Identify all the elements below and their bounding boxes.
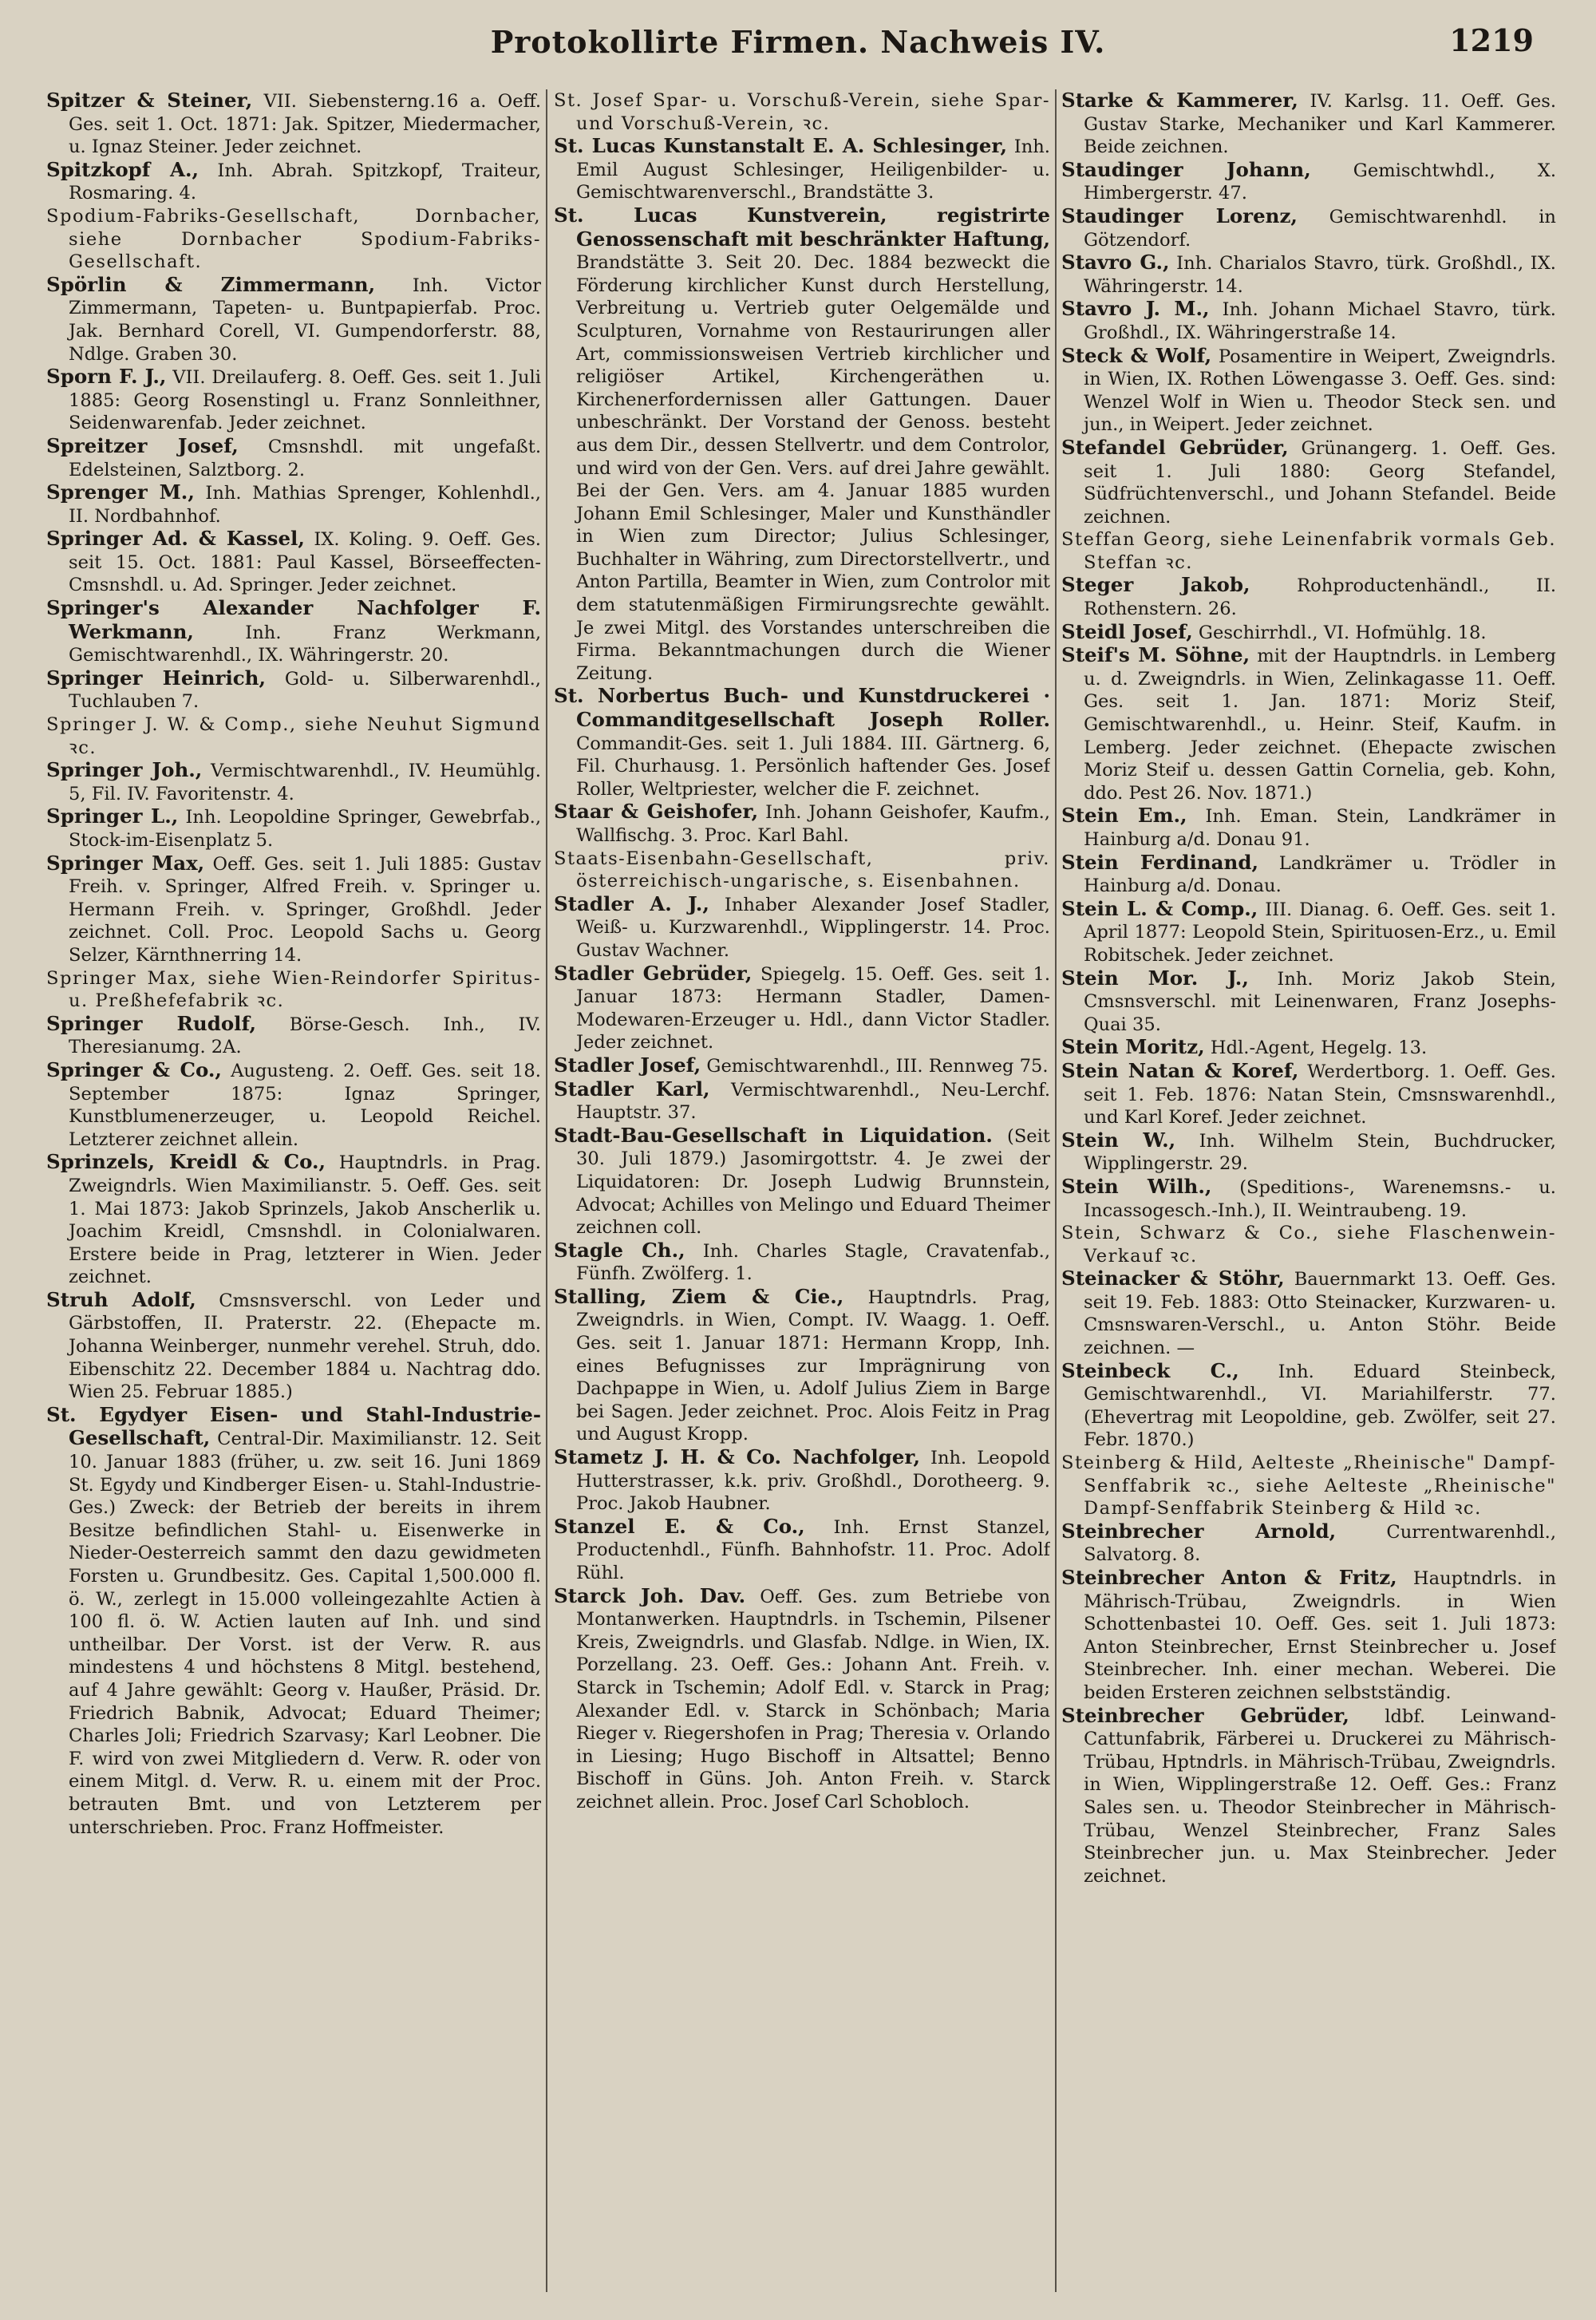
directory-entry xyxy=(46,805,541,852)
directory-entry xyxy=(1061,1129,1556,1176)
directory-entry xyxy=(46,366,541,435)
entry-details: Augusteng. 2. Oeff. Ges. seit 18. September 1875: Ignaz Springer, Kunstblumenerzeuger, u. Leopold Reichel. Letzterer zeichnet allein. xyxy=(69,1060,541,1150)
cross-reference: Springer J. W. & Comp., siehe Neuhut Sigmund ꝛc. xyxy=(46,714,541,758)
firm-name: Springer Ad. & Kassel, xyxy=(46,527,305,551)
directory-entry xyxy=(554,1054,1050,1078)
firm-name: Stein W., xyxy=(1061,1128,1176,1152)
entry-details: Grünangerg. 1. Oeff. Ges. seit 1. Juli 1880: Georg Stefandel, Südfrüchtenverschl., und Johann Stefandel. Beide zeichnen. xyxy=(1084,437,1556,528)
entry-details: Brandstätte 3. Seit 20. Dec. 1884 bezweckt die Förderung kirchlicher Kunst durch Herstellung, Verbreitung u. Vertrieb guter Oelgemälde und Sculpturen, Vornahme von Restaurirungen aller Art, commissionsweisen Vertrieb kirchlicher und religiöser Artikel, Kirchengeräthen u. Kirchenerfordernissen aller Gattungen. Dauer unbeschränkt. Der Vorstand der Genoss. besteht aus dem Dir., dessen Stellvertr. und dem Controlor, und wird von der Gen. Vers. auf drei Jahre gewählt. Bei der Gen. Vers. am 4. Januar 1885 wurden Johann Emil Schlesinger, Maler und Kunsthändler in Wien zum Director; Julius Schlesinger, Buchhalter in Währing, zum Directorstellvertr., und Anton Partilla, Beamter in Wien, zum Controlor mit dem statutenmäßigen Firmirungsrechte gewählt. Je zwei Mitgl. des Vorstandes unterschreiben die Firma. Bekanntmachungen durch die Wiener Zeitung. xyxy=(576,252,1050,684)
firm-name: Steinbeck C., xyxy=(1061,1358,1239,1382)
entry-details: Inh. Leopold Hutterstrasser, k.k. priv. Großhdl., Dorotheerg. 9. Proc. Jakob Haubner. xyxy=(576,1448,1050,1515)
entry-details: Inh. Eduard Steinbeck, Gemischtwarenhdl., VI. Mariahilferstr. 77. (Ehevertrag mit Leopoldine, geb. Zwölfer, seit 27. Febr. 1870.) xyxy=(1084,1361,1556,1451)
directory-entry xyxy=(554,1078,1050,1124)
directory-entry xyxy=(1061,1222,1556,1267)
entry-details: Hdl.-Agent, Hegelg. 13. xyxy=(1210,1037,1428,1059)
firm-name: Stein Em., xyxy=(1061,804,1187,828)
firm-name: Staudinger Johann, xyxy=(1061,157,1311,181)
firm-name: Springer Heinrich, xyxy=(46,666,267,690)
entry-details: VII. Siebensterng.16 a. Oeff. Ges. seit 1. Oct. 1871: Jak. Spitzer, Miedermacher, u. Ignaz Steiner. Jeder zeichnet. xyxy=(69,91,541,158)
directory-entry xyxy=(1061,1036,1556,1060)
firm-name: Stein Ferdinand, xyxy=(1061,850,1258,874)
entry-details: Vermischtwarenhdl., Neu-Lerchf. Hauptstr. 37. xyxy=(576,1079,1050,1124)
page-number: 1219 xyxy=(1449,22,1534,58)
directory-entry xyxy=(554,1516,1050,1585)
directory-entry xyxy=(46,481,541,528)
directory-entry xyxy=(554,1585,1050,1814)
firm-name: Springer L., xyxy=(46,804,179,828)
entry-details: Gemischtwarenhdl. in Götzendorf. xyxy=(1084,206,1556,251)
firm-name: Starke & Kammerer, xyxy=(1061,89,1298,112)
firm-name: Sprinzels, Kreidl & Co., xyxy=(46,1150,326,1174)
entry-details: Gemischtwhdl., X. Himbergerstr. 47. xyxy=(1084,160,1556,204)
directory-entry xyxy=(46,852,541,967)
directory-entry xyxy=(554,1239,1050,1286)
entry-details: Rohproductenhändl., II. Rothenstern. 26. xyxy=(1084,575,1556,620)
firm-name: Springer Max, xyxy=(46,851,205,875)
entry-details: Inh. Franz Werkmann, Gemischtwarenhdl., IX. Währingerstr. 20. xyxy=(69,622,541,666)
firm-name: St. Egydyer Eisen- und Stahl-Industrie-Gesellschaft, xyxy=(46,1402,541,1450)
directory-entry xyxy=(46,1289,541,1404)
directory-entry xyxy=(554,962,1050,1054)
directory-entry xyxy=(554,848,1050,893)
firm-name: Staar & Geishofer, xyxy=(554,800,759,824)
directory-entry xyxy=(1061,621,1556,645)
firm-name: Steinbrecher Gebrüder, xyxy=(1061,1703,1349,1727)
entry-details: Inh. Johann Geishofer, Kaufm., Wallfischg. 3. Proc. Karl Bahl. xyxy=(576,802,1050,846)
entry-details: Inh. Ernst Stanzel, Productenhdl., Fünfh. Bahnhofstr. 11. Proc. Adolf Rühl. xyxy=(576,1516,1050,1583)
cross-reference: St. Josef Spar- u. Vorschuß-Verein, siehe Spar- und Vorschuß-Verein, ꝛc. xyxy=(554,90,1050,134)
firm-name: Steinacker & Stöhr, xyxy=(1061,1267,1285,1290)
firm-name: Sprenger M., xyxy=(46,480,195,504)
directory-entry xyxy=(1061,1176,1556,1222)
entry-details: III. Dianag. 6. Oeff. Ges. seit 1. April 1877: Leopold Stein, Spirituosen-Erz., u. Emil Robitschek. Jeder zeichnet. xyxy=(1084,899,1556,966)
directory-entry xyxy=(1061,528,1556,574)
firm-name: Stametz J. H. & Co. Nachfolger, xyxy=(554,1445,920,1469)
firm-name: Stanzel E. & Co., xyxy=(554,1514,805,1538)
directory-entry xyxy=(1061,1360,1556,1452)
entry-details: Currentwarenhdl., Salvatorg. 8. xyxy=(1084,1521,1556,1566)
cross-reference: Spodium-Fabriks-Gesellschaft, Dornbacher, siehe Dornbacher Spodium-Fabriks-Gesellschaft. xyxy=(46,205,541,273)
entry-details: Inh. Emil August Schlesinger, Heiligenbilder- u. Gemischtwarenverschl., Brandstätte 3. xyxy=(576,136,1050,204)
entry-details: Oeff. Ges. seit 1. Juli 1885: Gustav Freih. v. Springer, Alfred Freih. v. Springer u. Hermann Freih. v. Springer, Großhdl. Jeder zeichnet. Coll. Proc. Leopold Sachs u. Georg Selzer, Kärnthnerring 14. xyxy=(69,853,541,966)
directory-entry xyxy=(46,713,541,759)
entry-details: Inh. Mathias Sprenger, Kohlenhdl., II. Nordbahnhof. xyxy=(69,483,541,527)
entry-details: IX. Koling. 9. Oeff. Ges. seit 15. Oct. 1881: Paul Kassel, Börseeffecten-Cmsnshdl. u. Ad. Springer. Jeder zeichnet. xyxy=(69,529,541,596)
directory-entry xyxy=(46,528,541,597)
cross-reference: Steffan Georg, siehe Leinenfabrik vormals Geb. Steffan ꝛc. xyxy=(1061,529,1556,573)
entry-details: Hauptndrls. in Prag. Zweigndrls. Wien Maximilianstr. 5. Oeff. Ges. seit 1. Mai 1873: Jakob Sprinzels, Jakob Anscherlik u. Joachim Kreidl, Cmsnshdl. in Colonialwaren. Erstere beide in Prag, letzterer in Wien. Jeder zeichnet. xyxy=(69,1152,541,1288)
entry-details: Inh. Charialos Stavro, türk. Großhdl., IX. Währingerstr. 14. xyxy=(1084,253,1556,297)
directory-entry xyxy=(46,1404,541,1839)
entry-details: VII. Dreilauferg. 8. Oeff. Ges. seit 1. Juli 1885: Georg Rosenstingl u. Franz Sonnleithner, Seidenwarenfab. Jeder zeichnet. xyxy=(69,367,541,434)
firm-name: Stein Wilh., xyxy=(1061,1174,1212,1198)
firm-name: Springer Rudolf, xyxy=(46,1011,257,1035)
directory-entry xyxy=(46,89,541,159)
entry-details: mit der Hauptndrls. in Lemberg u. d. Zweigndrls. in Wien, Zelinkagasse 11. Oeff. Ges. seit 1. Jan. 1871: Moriz Steif, Gemischtwarenhdl., u. Heinr. Steif, Kaufm. in Lemberg. Jeder zeichnet. (Ehepacte zwischen Moriz Steif u. dessen Gattin Cornelia, geb. Kohn, ddo. Pest 26. Nov. 1871.) xyxy=(1084,646,1556,804)
firm-name: Steck & Wolf, xyxy=(1061,343,1212,367)
directory-entry xyxy=(554,89,1050,135)
entry-details: Bauernmarkt 13. Oeff. Ges. seit 19. Feb. 1883: Otto Steinacker, Kurzwaren- u. Cmsnswaren-Verschl., u. Anton Stöhr. Beide zeichnen. — xyxy=(1084,1269,1556,1359)
entry-details: Posamentire in Weipert, Zweigndrls. in Wien, IX. Rothen Löwengasse 3. Oeff. Ges. sind: Wenzel Wolf in Wien u. Theodor Steck sen. und jun., in Weipert. Jeder zeichnet. xyxy=(1084,346,1556,436)
firm-name: Steinbrecher Anton & Fritz, xyxy=(1061,1566,1397,1589)
firm-name: Stavro J. M., xyxy=(1061,297,1210,321)
entry-details: Werdertborg. 1. Oeff. Ges. seit 1. Feb. 1876: Natan Stein, Cmsnswarenhdl., und Karl Koref. Jeder zeichnet. xyxy=(1084,1061,1556,1128)
directory-entry xyxy=(1061,1060,1556,1129)
firm-name: Stadler Josef, xyxy=(554,1053,701,1077)
firm-name: Staudinger Lorenz, xyxy=(1061,204,1298,227)
entry-details: Inh. Moriz Jakob Stein, Cmsnsverschl. mit Leinenwaren, Franz Josephs-Quai 35. xyxy=(1084,968,1556,1035)
entry-details: (Seit 30. Juli 1879.) Jasomirgottstr. 4. Je zwei der Liquidatoren: Dr. Joseph Ludwig Brunnstein, Advocat; Achilles von Melingo und Eduard Theimer zeichnen coll. xyxy=(576,1125,1050,1239)
entry-details: Inh. Leopoldine Springer, Gewebrfab., Stock-im-Eisenplatz 5. xyxy=(69,807,541,851)
directory-entry xyxy=(554,204,1050,685)
directory-entry xyxy=(46,1151,541,1289)
directory-entry xyxy=(554,893,1050,962)
directory-entry xyxy=(554,1286,1050,1446)
entry-details: Inh. Abrah. Spitzkopf, Traiteur, Rosmaring. 4. xyxy=(69,160,541,204)
cross-reference: Springer Max, siehe Wien-Reindorfer Spiritus- u. Preßhefefabrik ꝛc. xyxy=(46,967,541,1012)
directory-entry xyxy=(46,159,541,205)
entry-details: Oeff. Ges. zum Betriebe von Montanwerken. Hauptndrls. in Tschemin, Pilsener Kreis, Zweigndrls. und Glasfab. Ndlge. in Wien, IX. Porzellang. 23. Oeff. Ges.: Johann Ant. Freih. v. Starck in Tschemin; Adolf Edl. v. Starck in Prag; Alexander Edl. v. Starck in Schönbach; Maria Rieger v. Riegershofen in Prag; Theresia v. Orlando in Liesing; Hugo Bischoff in Altsattel; Benno Bischoff in Güns. Joh. Anton Freih. v. Starck zeichnet allein. Proc. Josef Carl Schobloch. xyxy=(576,1586,1050,1812)
firm-name: Stein Natan & Koref, xyxy=(1061,1058,1299,1082)
firm-name: Springer's Alexander Nachfolger F. Werkmann, xyxy=(46,596,541,643)
firm-name: Spitzer & Steiner, xyxy=(46,89,253,112)
firm-name: Stadler Gebrüder, xyxy=(554,961,753,985)
directory-entry xyxy=(1061,159,1556,205)
entry-details: Inhaber Alexander Josef Stadler, Weiß- u. Kurzwarenhdl., Wipplingerstr. 14. Proc. Gustav Wachner. xyxy=(576,894,1050,961)
firm-name: Steidl Josef, xyxy=(1061,619,1193,643)
firm-name: Stavro G., xyxy=(1061,251,1170,275)
directory-entry xyxy=(46,597,541,667)
firm-name: Spörlin & Zimmermann, xyxy=(46,272,376,296)
directory-entry xyxy=(1061,1452,1556,1520)
cross-reference: Staats-Eisenbahn-Gesellschaft, priv. österreichisch-ungarische, s. Eisenbahnen. xyxy=(554,848,1050,892)
entry-details: Inh. Eman. Stein, Landkrämer in Hainburg a/d. Donau 91. xyxy=(1084,806,1556,850)
firm-name: Steif's M. Söhne, xyxy=(1061,643,1250,667)
directory-entry xyxy=(1061,1520,1556,1567)
entry-details: Inh. Charles Stagle, Cravatenfab., Fünfh. Zwölferg. 1. xyxy=(576,1240,1050,1285)
firm-name: St. Norbertus Buch- und Kunstdruckerei · Commanditgesellschaft Joseph Roller. xyxy=(554,684,1050,732)
directory-entry xyxy=(1061,852,1556,898)
directory-entry xyxy=(1061,967,1556,1037)
directory-entry xyxy=(1061,89,1556,159)
directory-entry xyxy=(554,1446,1050,1516)
entry-details: Hauptndrls. in Mährisch-Trübau, Zweigndrls. in Wien Schottenbastei 10. Oeff. Ges. seit 1. Juli 1873: Anton Steinbrecher, Ernst Steinbrecher u. Josef Steinbrecher. Inh. einer mechan. Weberei. Die beiden Ersteren zeichnen selbstständig. xyxy=(1084,1568,1556,1703)
directory-entry xyxy=(46,205,541,274)
entry-details: Geschirrhdl., VI. Hofmühlg. 18. xyxy=(1198,622,1487,643)
column-right xyxy=(1061,89,1556,2300)
column-divider xyxy=(546,89,547,2292)
directory-entry xyxy=(46,759,541,805)
entry-details: Inh. Wilhelm Stein, Buchdrucker, Wipplingerstr. 29. xyxy=(1084,1130,1556,1175)
directory-entry xyxy=(554,800,1050,847)
entry-details: Inh. Victor Zimmermann, Tapeten- u. Buntpapierfab. Proc. Jak. Bernhard Corell, VI. Gumpendorferstr. 88, Ndlge. Graben 30. xyxy=(69,275,541,365)
directory-entry xyxy=(1061,437,1556,528)
page-header xyxy=(0,18,1596,73)
entry-details: Inh. Johann Michael Stavro, türk. Großhdl., IX. Währingerstraße 14. xyxy=(1084,299,1556,343)
firm-name: Starck Joh. Dav. xyxy=(554,1583,746,1607)
firm-name: Stein Mor. J., xyxy=(1061,966,1249,990)
column-left xyxy=(46,89,541,2300)
firm-name: Sporn F. J., xyxy=(46,365,167,389)
entry-details: Gemischtwarenhdl., III. Rennweg 75. xyxy=(706,1055,1049,1077)
firm-name: Spreitzer Josef, xyxy=(46,433,239,457)
entry-details: (Speditions-, Warenemsns.- u. Incassogesch.-Inh.), II. Weintraubeng. 19. xyxy=(1084,1176,1556,1221)
entry-details: ldbf. Leinwand-Cattunfabrik, Färberei u. Druckerei zu Mährisch-Trübau, Hptndrls. in Mährisch-Trübau, Zweigndrls. in Wien, Wipplingerstraße 12. Oeff. Ges.: Franz Sales sen. u. Theodor Steinbrecher in Mährisch-Trübau, Wenzel Steinbrecher, Franz Sales Steinbrecher jun. u. Max Steinbrecher. Jeder zeichnet. xyxy=(1084,1705,1556,1887)
firm-name: Stein L. & Comp., xyxy=(1061,896,1258,920)
entry-details: Cmsnsverschl. von Leder und Gärbstoffen, II. Praterstr. 22. (Ehepacte m. Johanna Weinberger, nunmehr verehel. Struh, ddo. Eibenschitz 22. December 1884 u. Nachtrag ddo. Wien 25. Februar 1885.) xyxy=(69,1290,541,1403)
directory-entry xyxy=(1061,298,1556,344)
entry-details: Spiegelg. 15. Oeff. Ges. seit 1. Januar 1873: Hermann Stadler, Damen-Modewaren-Erzeuger u. Hdl., dann Victor Stadler. Jeder zeichnet. xyxy=(576,963,1050,1053)
cross-reference: Steinberg & Hild, Aelteste „Rheinische" Dampf-Senffabrik ꝛc., siehe Aelteste „Rheinische" Dampf-Senffabrik Steinberg & Hild ꝛc. xyxy=(1061,1452,1556,1520)
firm-name: Steger Jakob, xyxy=(1061,573,1250,597)
directory-entry xyxy=(1061,804,1556,851)
firm-name: Springer & Co., xyxy=(46,1057,222,1081)
directory-entry xyxy=(1061,1705,1556,1888)
cross-reference: Stein, Schwarz & Co., siehe Flaschenwein-Verkauf ꝛc. xyxy=(1061,1223,1556,1267)
directory-entry xyxy=(1061,644,1556,804)
directory-entry xyxy=(1061,898,1556,967)
directory-entry xyxy=(1061,574,1556,620)
directory-entry xyxy=(46,1013,541,1059)
firm-name: Stalling, Ziem & Cie., xyxy=(554,1284,844,1308)
entry-details: IV. Karlsg. 11. Oeff. Ges. Gustav Starke, Mechaniker und Karl Kammerer. Beide zeichnen. xyxy=(1084,91,1556,158)
column-middle xyxy=(554,89,1050,2300)
directory-entry xyxy=(1061,1567,1556,1705)
firm-name: St. Lucas Kunstanstalt E. A. Schlesinger, xyxy=(554,134,1007,158)
entry-details: Commandit-Ges. seit 1. Juli 1884. III. Gärtnerg. 6, Fil. Churhausg. 1. Persönlich haftender Ges. Josef Roller, Weltpriester, welcher die F. zeichnet. xyxy=(576,733,1050,800)
firm-name: Stadt-Bau-Gesellschaft in Liquidation. xyxy=(554,1123,993,1147)
firm-name: Springer Joh., xyxy=(46,758,203,782)
directory-entry xyxy=(554,135,1050,204)
entry-details: Cmsnshdl. mit ungefaßt. Edelsteinen, Salztborg. 2. xyxy=(69,436,541,480)
entry-details: Hauptndrls. Prag, Zweigndrls. in Wien, Compt. IV. Waagg. 1. Oeff. Ges. seit 1. Januar 1871: Hermann Kropp, Inh. eines Befugnisses zur Imprägnirung von Dachpappe in Wien, u. Adolf Julius Ziem in Barge bei Sagen. Jeder zeichnet. Proc. Alois Feitz in Prag und August Kropp. xyxy=(576,1286,1050,1445)
directory-entry xyxy=(46,667,541,713)
firm-name: Stadler A. J., xyxy=(554,891,709,915)
page-title: Protokollirte Firmen. Nachweis IV. xyxy=(490,24,1106,60)
entry-details: Vermischtwarenhdl., IV. Heumühlg. 5, Fil. IV. Favoritenstr. 4. xyxy=(69,761,541,804)
entry-details: Börse-Gesch. Inh., IV. Theresianumg. 2A. xyxy=(69,1014,541,1058)
firm-name: Stein Moritz, xyxy=(1061,1035,1205,1059)
firm-name: Struh Adolf, xyxy=(46,1287,196,1311)
entry-details: Gold- u. Silberwarenhdl., Tuchlauben 7. xyxy=(69,668,541,713)
directory-entry xyxy=(46,967,541,1013)
firm-name: Stadler Karl, xyxy=(554,1077,710,1101)
directory-entry xyxy=(1061,251,1556,298)
firm-name: Spitzkopf A., xyxy=(46,157,200,181)
directory-entry xyxy=(46,274,541,366)
directory-entry xyxy=(554,1124,1050,1239)
firm-name: St. Lucas Kunstverein, registrirte Genossenschaft mit beschränkter Haftung, xyxy=(554,203,1050,251)
directory-entry xyxy=(554,685,1050,800)
directory-entry xyxy=(1061,345,1556,437)
directory-entry xyxy=(46,1059,541,1151)
directory-entry xyxy=(1061,205,1556,251)
firm-name: Steinbrecher Arnold, xyxy=(1061,1519,1337,1543)
firm-name: Stagle Ch., xyxy=(554,1238,685,1262)
directory-entry xyxy=(1061,1267,1556,1359)
firm-name: Stefandel Gebrüder, xyxy=(1061,435,1289,459)
entry-details: Landkrämer u. Trödler in Hainburg a/d. Donau. xyxy=(1084,852,1556,897)
column-divider xyxy=(1055,89,1057,2292)
directory-entry xyxy=(46,435,541,481)
entry-details: Central-Dir. Maximilianstr. 12. Seit 10. Januar 1883 (früher, u. zw. seit 16. Juni 1869 St. Egydy und Kindberger Eisen- u. Stahl-Industrie-Ges.) Zweck: der Betrieb der bereits in ihrem Besitze befindlichen Stahl- u. Eisenwerke in Nieder-Oesterreich sammt den dazu gewidmeten Forsten u. Grundbesitz. Ges. Capital 1,500.000 fl. ö. W., zerlegt in 15.000 volleingezahlte Actien à 100 fl. ö. W. Actien lauten auf Inh. und sind untheilbar. Der Vorst. ist der Verw. R. aus mindestens 4 und höchstens 8 Mitgl. bestehend, auf 4 Jahre gewählt: Georg v. Haußer, Präsid. Dr. Friedrich Babnik, Advocat; Eduard Theimer; Charles Joli; Friedrich Szarvasy; Karl Leobner. Die F. wird von zwei Mitgliedern d. Verw. R. oder von einem Mitgl. d. Verw. R. u. einem mit der Proc. betrauten Bmt. und von Letzterem per unterschrieben. Proc. Franz Hoffmeister. xyxy=(69,1429,541,1838)
